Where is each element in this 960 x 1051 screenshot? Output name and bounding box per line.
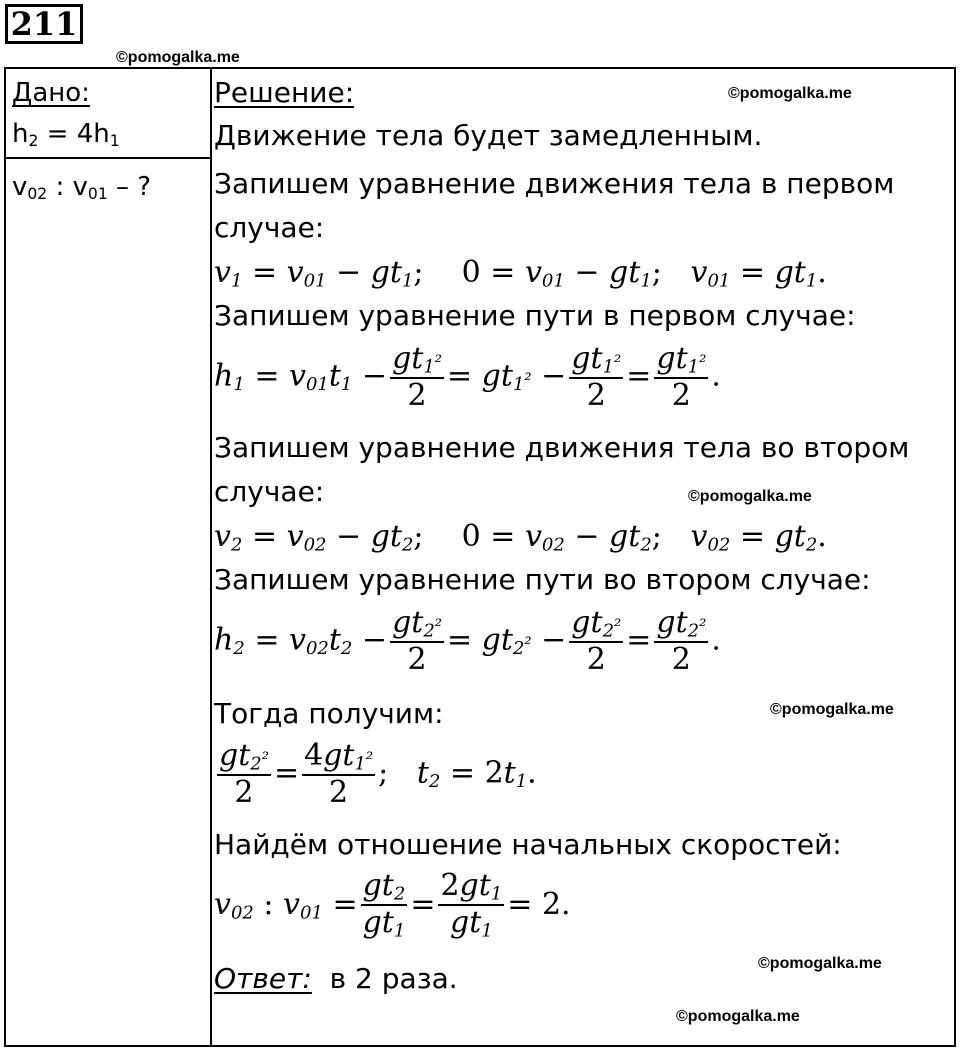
column-divider [210,69,212,1045]
text-line: Тогда получим: [214,697,444,730]
text-line: Найдём отношение начальных скоростей: [214,828,842,861]
watermark: ©pomogalka.me [758,955,882,972]
text-line: случае: [214,475,325,508]
equation-result: $\frac{gt_2^2}{2}$ = $\frac{4gt_1^2}{2}$ ; $t_2 = 2t_1$. [219,738,537,811]
watermark: ©pomogalka.me [688,488,812,505]
text-line: Запишем уравнение пути в первом случае: [214,299,856,332]
watermark: ©pomogalka.me [728,85,852,102]
watermark: ©pomogalka.me [116,49,240,66]
equation-path-1: $h_1 = v_{01}t_1$ − $\frac{gt_1^2}{2}$ = $gt_1^2$ − $\frac{gt_1^2}{2}$ = $\frac{gt_1^2}{2}$ . [214,341,721,414]
equation-ratio: $v_{02}$ : $v_{01}$ = $\frac{gt_2}{gt_1}$ = $\frac{2gt_1}{gt_1}$ = 2. [214,868,571,942]
text-line: Движение тела будет замедленным. [214,119,763,152]
text-line: случае: [214,211,325,244]
given-condition: $h_2 = 4h_1$ [12,119,120,150]
equation-motion-2: $v_2 = v_{02} - gt_2$; $0 = v_{02} - gt_2$; $v_{02} = gt_2$. [214,519,827,556]
text-line: Запишем уравнение движения тела во втором [214,431,910,464]
answer [214,962,458,995]
watermark: ©pomogalka.me [770,701,894,718]
answer-text: в 2 раза. [329,962,458,995]
answer-label: Ответ: [214,962,312,995]
solution-heading: Решение: [214,76,355,109]
given-divider [6,157,210,159]
equation-path-2: $h_2 = v_{02}t_2$ − $\frac{gt_2^2}{2}$ = $gt_2^2$ − $\frac{gt_2^2}{2}$ = $\frac{gt_2^2}{2}$ . [214,605,721,678]
given-heading: Дано: [12,78,90,108]
watermark: ©pomogalka.me [676,1008,800,1025]
equation-motion-1: $v_1 = v_{01} - gt_1$; $0 = v_{01} - gt_1$; $v_{01} = gt_1$. [214,255,827,292]
text-line: Запишем уравнение движения тела в первом [214,167,895,200]
text-line: Запишем уравнение пути во втором случае: [214,563,871,596]
problem-number: 211 [5,4,83,44]
given-find: $v_{02}$ : $v_{01}$ – ? [12,172,152,203]
